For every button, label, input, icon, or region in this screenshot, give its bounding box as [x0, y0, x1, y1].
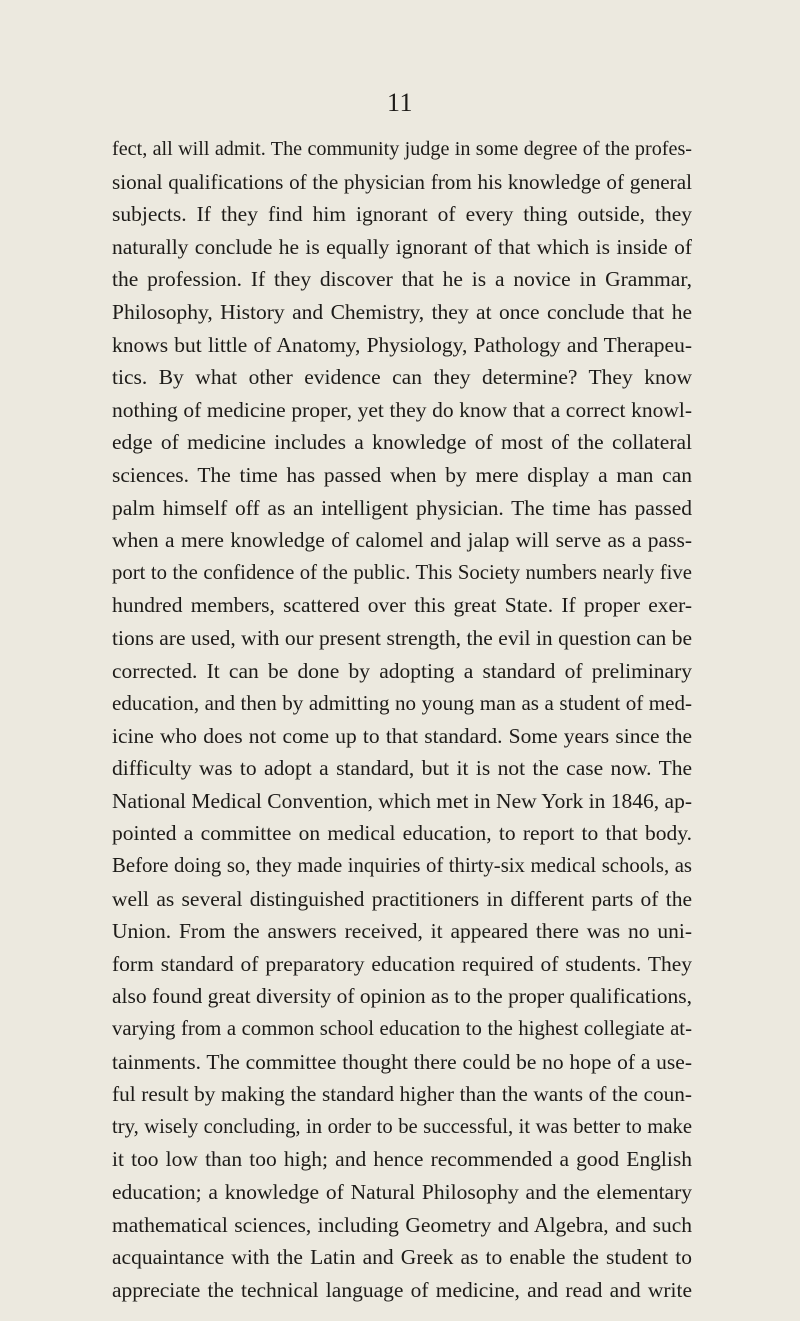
text-line: Union. From the answers received, it appeared there was no uni-	[112, 919, 692, 944]
text-line: appreciate the technical language of medicine, and read and write	[112, 1277, 692, 1302]
text-line: icine who does not come up to that standard. Some years since the	[112, 723, 692, 748]
text-line: sciences. The time has passed when by mere display a man can	[112, 462, 692, 487]
text-line: mathematical sciences, including Geometry and Algebra, and such	[112, 1212, 692, 1237]
text-line: port to the confidence of the public. This Society numbers nearly five	[112, 561, 692, 584]
text-line: difficulty was to adopt a standard, but it is not the case now. The	[112, 756, 692, 781]
body-text	[112, 133, 692, 1306]
text-line: ful result by making the standard higher than the wants of the coun-	[112, 1082, 692, 1107]
text-line: tics. By what other evidence can they determine? They know	[112, 365, 692, 390]
text-line: sional qualifications of the physician from his knowledge of general	[112, 169, 692, 194]
page-number: 11	[386, 88, 414, 117]
text-line: subjects. If they find him ignorant of every thing outside, they	[112, 202, 692, 227]
text-line: knows but little of Anatomy, Physiology, Pathology and Therapeu-	[112, 332, 692, 357]
text-line: pointed a committee on medical education, to report to that body.	[112, 821, 692, 846]
text-line: education, and then by admitting no young man as a student of med-	[112, 691, 692, 716]
text-line: also found great diversity of opinion as to the proper qualifications,	[112, 984, 692, 1009]
text-line: fect, all will admit. The community judge in some degree of the profes-	[112, 138, 692, 160]
text-line: tainments. The committee thought there could be no hope of a use-	[112, 1049, 692, 1074]
text-line: form standard of preparatory education required of students. They	[112, 951, 692, 976]
text-line: edge of medicine includes a knowledge of most of the collateral	[112, 430, 692, 455]
text-line: National Medical Convention, which met in New York in 1846, ap-	[112, 788, 692, 813]
text-line: naturally conclude he is equally ignorant of that which is inside of	[112, 234, 692, 259]
text-line: Philosophy, History and Chemistry, they at once conclude that he	[112, 299, 692, 324]
text-line: the profession. If they discover that he is a novice in Grammar,	[112, 267, 692, 292]
text-line: varying from a common school education to the highest collegiate at-	[112, 1017, 692, 1041]
text-line: well as several distinguished practitioners in different parts of the	[112, 886, 692, 911]
text-line: palm himself off as an intelligent physician. The time has passed	[112, 495, 692, 520]
text-line: try, wisely concluding, in order to be successful, it was better to make	[112, 1115, 692, 1138]
text-line: when a mere knowledge of calomel and jalap will serve as a pass-	[112, 528, 692, 553]
text-line: tions are used, with our present strength, the evil in question can be	[112, 625, 692, 650]
text-line: corrected. It can be done by adopting a standard of preliminary	[112, 658, 692, 683]
text-line: it too low than too high; and hence recommended a good English	[112, 1147, 692, 1172]
text-line: acquaintance with the Latin and Greek as to enable the student to	[112, 1245, 692, 1270]
text-line: hundred members, scattered over this great State. If proper exer-	[112, 593, 692, 618]
text-line: nothing of medicine proper, yet they do know that a correct knowl-	[112, 397, 692, 422]
text-line: Before doing so, they made inquiries of thirty-six medical schools, as	[112, 854, 692, 878]
text-line: education; a knowledge of Natural Philosophy and the elementary	[112, 1180, 692, 1204]
